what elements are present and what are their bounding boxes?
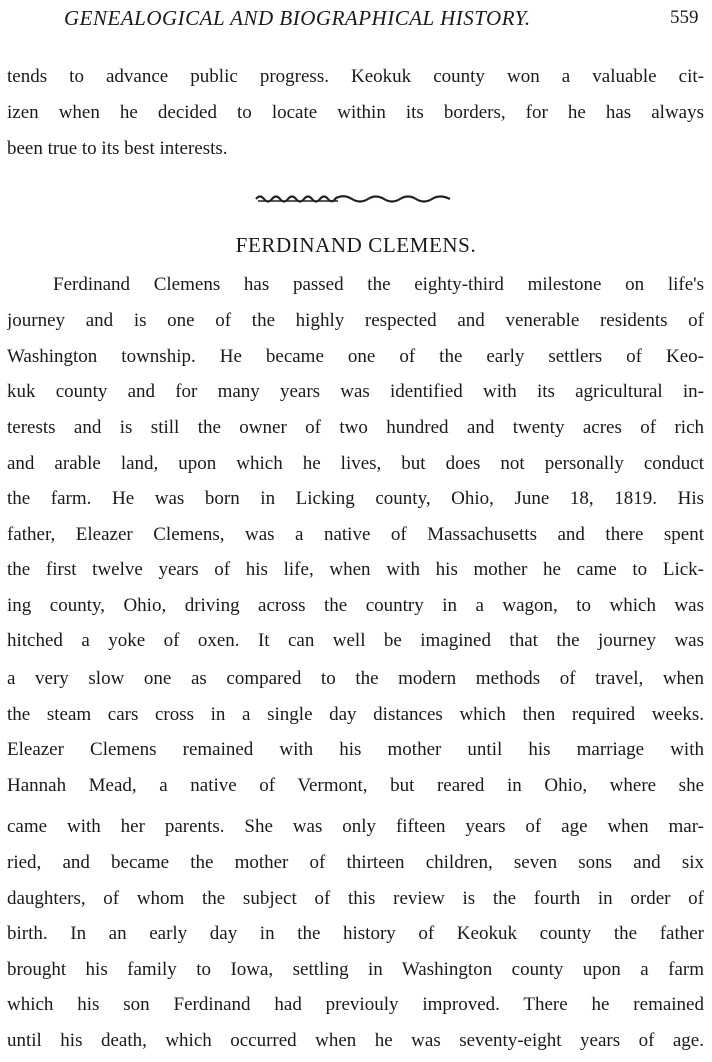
text-line: and arable land, upon which he lives, but does not personally conduct: [7, 453, 704, 474]
text-line: Eleazer Clemens remained with his mother until his marriage with: [7, 739, 704, 760]
text-line: the farm. He was born in Licking county, Ohio, June 18, 1819. His: [7, 488, 704, 509]
section-heading: FERDINAND CLEMENS.: [235, 233, 477, 257]
text-line: kuk county and for many years was identified with its agricultural in-: [7, 381, 704, 402]
text-line: brought his family to Iowa, settling in Washington county upon a farm: [7, 959, 704, 980]
text-line: ing county, Ohio, driving across the country in a wagon, to which was: [7, 595, 704, 616]
text-line: Hannah Mead, a native of Vermont, but reared in Ohio, where she: [7, 775, 704, 796]
text-line: journey and is one of the highly respected and venerable residents of: [7, 310, 704, 331]
text-line: the first twelve years of his life, when with his mother he came to Lick-: [7, 559, 704, 580]
text-line: which his son Ferdinand had previouly improved. There he remained: [7, 994, 704, 1015]
decorative-divider-ornament: [254, 188, 454, 206]
text-line: daughters, of whom the subject of this review is the fourth in order of: [7, 888, 704, 909]
text-line: tends to advance public progress. Keokuk county won a valuable cit-: [7, 66, 704, 87]
text-line: terests and is still the owner of two hundred and twenty acres of rich: [7, 417, 704, 438]
text-line: father, Eleazer Clemens, was a native of Massachusetts and there spent: [7, 524, 704, 545]
text-line: came with her parents. She was only fifteen years of age when mar-: [7, 816, 704, 837]
page-number: 559: [670, 7, 699, 28]
page-header: [0, 6, 712, 34]
text-line: Ferdinand Clemens has passed the eighty-third milestone on life's: [53, 274, 704, 295]
text-line: birth. In an early day in the history of Keokuk county the father: [7, 923, 704, 944]
running-title: GENEALOGICAL AND BIOGRAPHICAL HISTORY.: [64, 6, 531, 30]
text-line: izen when he decided to locate within its borders, for he has always: [7, 102, 704, 123]
text-line: hitched a yoke of oxen. It can well be imagined that the journey was: [7, 630, 704, 651]
text-line: ried, and became the mother of thirteen children, seven sons and six: [7, 852, 704, 873]
text-line: been true to its best interests.: [7, 138, 228, 159]
text-line: until his death, which occurred when he was seventy-eight years of age.: [7, 1030, 704, 1051]
text-line: the steam cars cross in a single day distances which then required weeks.: [7, 704, 704, 725]
text-line: a very slow one as compared to the modern methods of travel, when: [7, 668, 704, 689]
text-line: Washington township. He became one of the early settlers of Keo-: [7, 346, 704, 367]
